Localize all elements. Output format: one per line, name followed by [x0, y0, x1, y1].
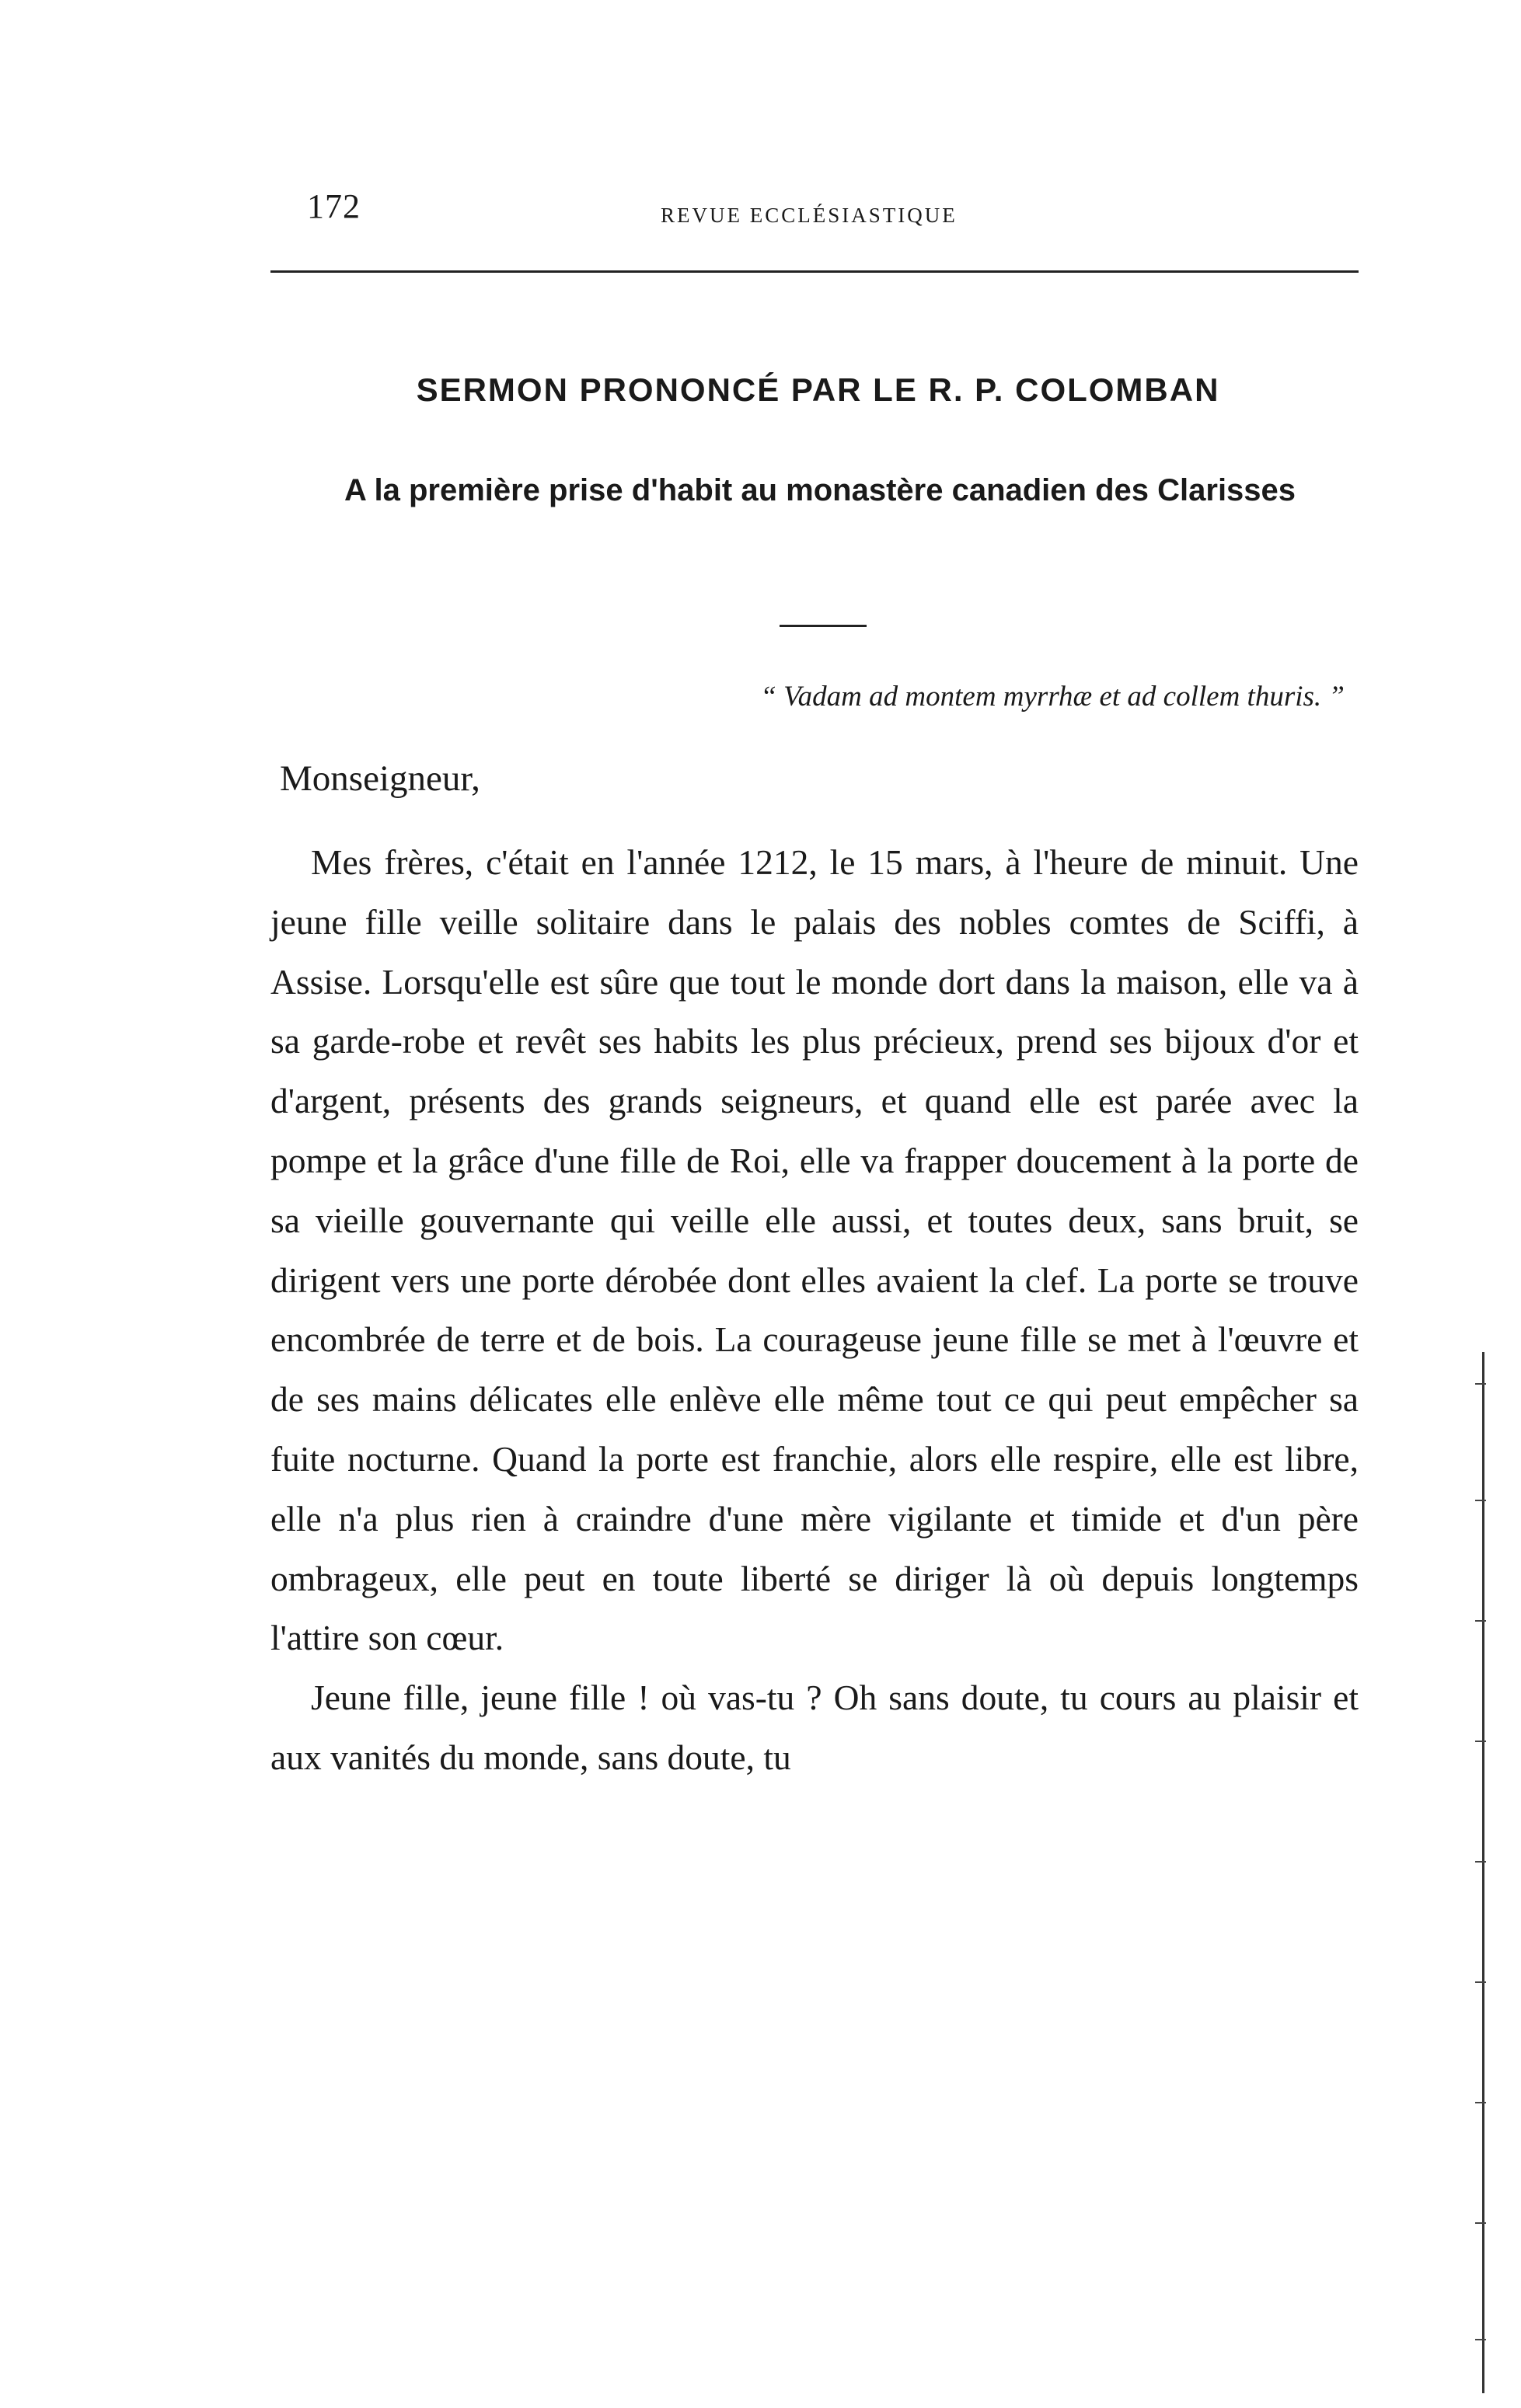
scan-margin-tick	[1475, 1383, 1486, 1385]
paragraph-2: Jeune fille, jeune fille ! où vas-tu ? Oh sans doute, tu cours au plaisir et aux vanités du monde, sans doute, tu	[270, 1678, 1359, 1777]
page-number: 172	[307, 187, 361, 225]
scan-margin-line	[1482, 1352, 1484, 2393]
body-text	[270, 833, 1359, 1788]
paragraph-1: Mes frères, c'était en l'année 1212, le 15 mars, à l'heure de minuit. Une jeune fille veille solitaire dans le palais des nobles comtes de Sciffi, à Assise. Lorsqu'elle est sûre que tout le monde dort dans la maison, elle va à sa garde-robe et revêt ses habits les plus précieux, prend ses bijoux d'or et d'argent, présents des grands seigneurs, et quand elle est parée avec la pompe et la grâce d'une fille de Roi, elle va frapper doucement à la porte de sa vieille gouvernante qui veille elle aussi, et toutes deux, sans bruit, se dirigent vers une porte dérobée dont elles avaient la clef. La porte se trouve encombrée de terre et de bois. La courageuse jeune fille se met à l'œuvre et de ses mains délicates elle enlève elle même tout ce qui peut empêcher sa fuite nocturne. Quand la porte est franchie, alors elle respire, elle est libre, elle n'a plus rien à craindre d'une mère vigilante et timide et d'un père ombrageux, elle peut en toute liberté se diriger là où depuis longtemps l'attire son cœur.	[270, 842, 1359, 1658]
running-head	[307, 186, 1364, 233]
journal-title: REVUE ECCLÉSIASTIQUE	[661, 204, 958, 227]
scan-margin-tick	[1475, 2102, 1486, 2103]
header-rule	[270, 270, 1359, 273]
scan-margin-tick	[1475, 1741, 1486, 1742]
scan-margin-tick	[1475, 2222, 1486, 2224]
salutation: Monseigneur,	[280, 758, 480, 799]
article-subtitle: A la première prise d'habit au monastère canadien des Clarisses	[344, 473, 1296, 507]
title-divider	[780, 625, 867, 627]
scan-margin-tick	[1475, 1861, 1486, 1863]
epigraph: “ Vadam ad montem myrrhæ et ad collem thuris. ”	[760, 681, 1345, 713]
scan-margin-tick	[1475, 1500, 1486, 1501]
scan-margin-tick	[1475, 1981, 1486, 1983]
article-title: SERMON PRONONCÉ PAR LE R. P. COLOMBAN	[416, 371, 1220, 408]
scan-margin-tick	[1475, 1620, 1486, 1622]
scan-margin-tick	[1475, 2339, 1486, 2340]
